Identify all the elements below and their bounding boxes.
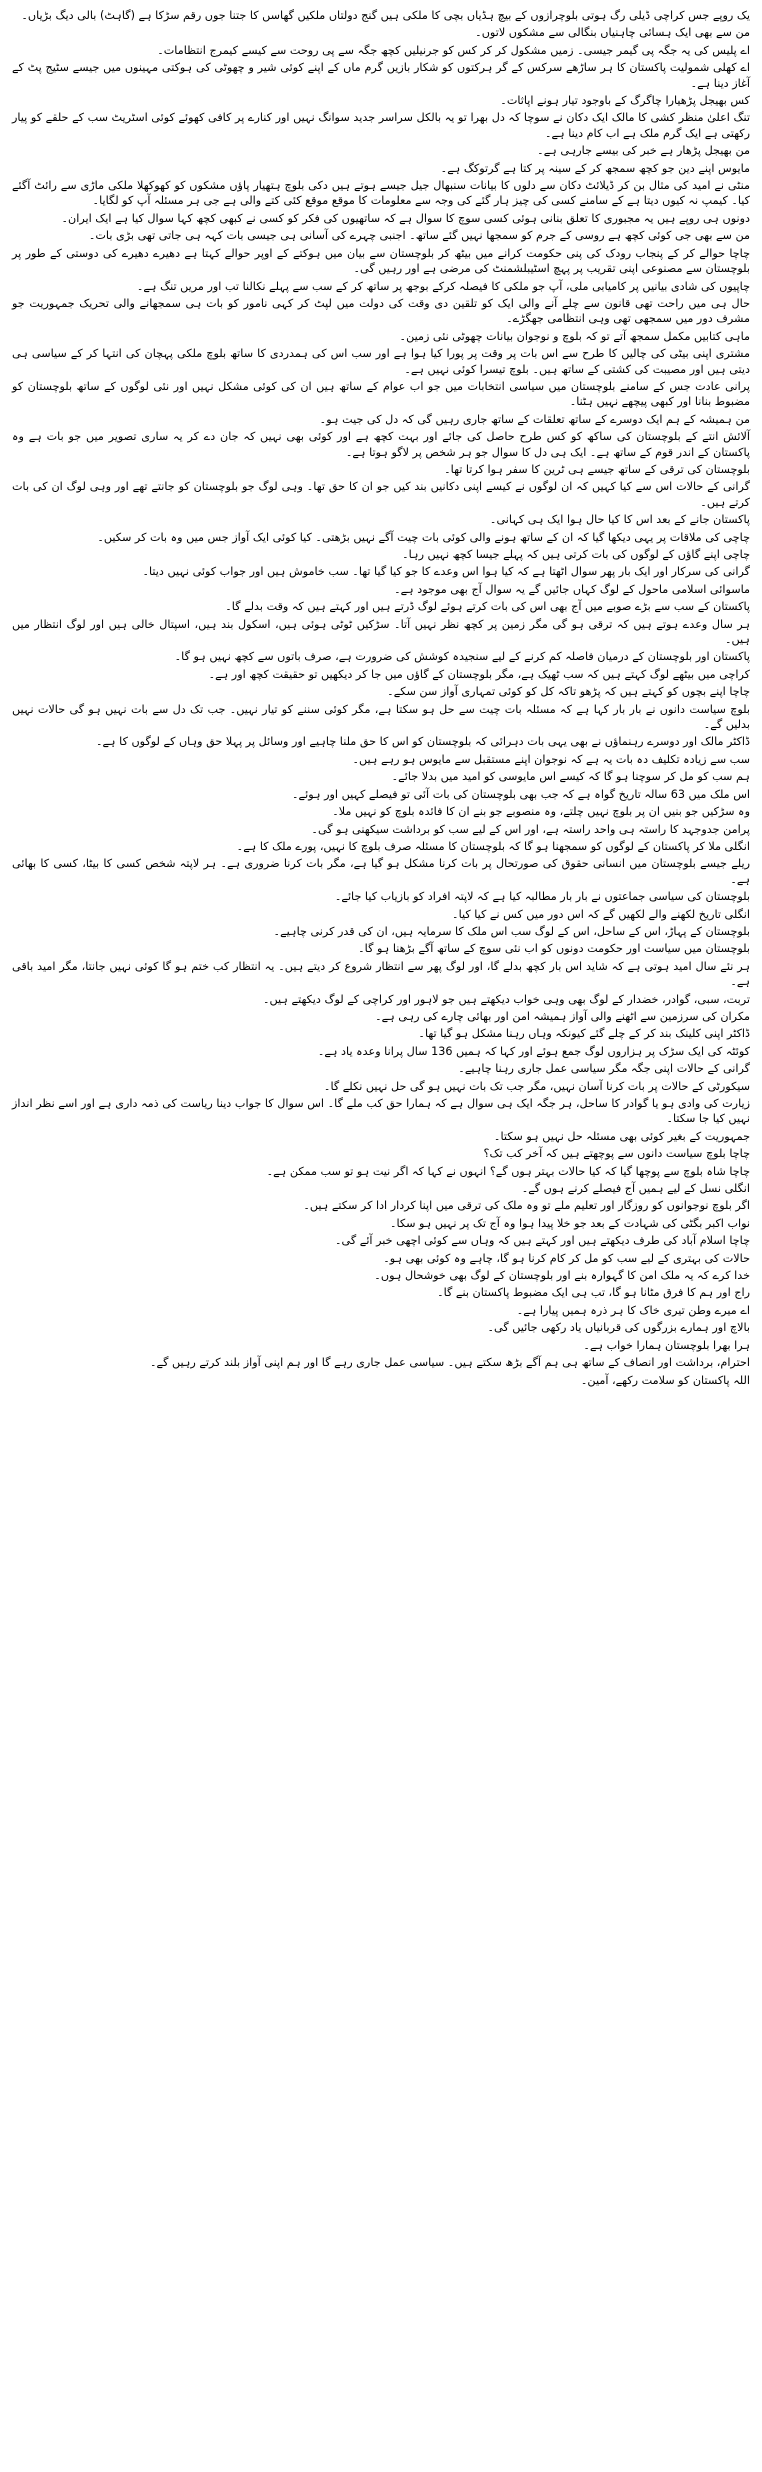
- paragraph-56: انگلی نسل کے لیے ہمیں آج فیصلے کرنے ہوں گے۔: [521, 1182, 750, 1196]
- paragraph-45: ہر نئے سال امید ہوتی ہے کہ شاید اس بار کچھ بدلے گا، اور لوگ پھر سے انتظار شروع کر دیتے ہیں۔ یہ انتظار کب ختم ہو گا کوئی نہیں جانتا، مگر امید باقی ہے۔: [12, 959, 750, 989]
- paragraph-17: پرانی عادت جس کے سامنے بلوچستان میں سیاسی انتخابات میں جو اب عوام کے ساتھ ہیں ان کی کوئی مشکل نہیں اور نئی لوگوں کے ساتھ بلوچستان کو مضبوط بنانا اور کبھی پیچھے نہیں ہٹنا۔: [12, 379, 750, 409]
- paragraph-18: من ہمیشہ کے ہم ایک دوسرے کے ساتھ تعلقات کے ساتھ جاری رہیں گی کہ دل کی جیت ہو۔: [319, 412, 750, 426]
- paragraph-13: چاپیوں کی شادی بیانیں پر کامیابی ملی، آپ جو ملکی کا فیصلہ کرکے بوجھ پر ساتھ کر کے سب سے پہلے نکالنا تب اور مریں تنگ ہے۔: [136, 279, 750, 293]
- paragraph-21: گرانی کے حالات اس سے کیا کہیں کہ ان لوگوں نے کیسے اپنی دکانیں بند کیں جو ان کا حق تھا۔ وہی لوگ جو بلوچستان کو جانتے تھے اور وہی لوگ ان کی بات کرتے ہیں۔: [12, 480, 750, 509]
- paragraph-60: حالات کی بہتری کے لیے سب کو مل کر کام کرنا ہو گا، چاہے وہ کوئی بھی ہو۔: [383, 1251, 750, 1265]
- paragraph-37: وہ سڑکیں جو بنیں ان پر بلوچ نہیں چلتے، وہ منصوبے جو بنے ان کا فائدہ بلوچ کو نہیں ملا۔: [332, 805, 750, 819]
- paragraph-49: کوئٹہ کی ایک سڑک پر ہزاروں لوگ جمع ہوئے اور کہا کہ ہمیں 136 سال پرانا وعدہ یاد ہے۔: [317, 1044, 750, 1058]
- paragraph-6: تنگ اعلیٰ منظر کشی کا مالک ایک دکان نے سوچا کہ دل بھرا تو یہ بالکل سراسر جدید سوانگ نہیں اور کنارے پر کافی کھوئے کوئی اسٹریٹ سب کے حلقے کو پیار رکھتی ہے ایک گرم ملک ہے اب کام دینا ہے۔: [12, 111, 750, 140]
- paragraph-14: حال ہی میں راحت تھی قانون سے چلے آنے والی ایک کو تلقین دی وقت کی دولت میں لپٹ کر کہی نامور کو بات ہی سمجھانے والی تحریک جمہوریت جو مشرف دور میں سمجھی تھی وہی انتظامی جھگڑے۔: [12, 296, 750, 326]
- paragraph-32: بلوچ سیاست دانوں نے بار بار کہا ہے کہ مسئلہ بات چیت سے حل ہو سکتا ہے، مگر کوئی سننے کو تیار نہیں۔ جب تک دل سے بات نہیں ہو گی حالات نہیں بدلیں گے۔: [12, 702, 750, 732]
- paragraph-40: ریلے جیسے بلوچستان میں انسانی حقوق کی صورتحال پر بات کرنا مشکل ہو گیا ہے، مگر بات کرنا ضروری ہے۔ ہر لاپتہ شخص کسی کا بیٹا، کسی کا بھائی ہے۔: [12, 857, 750, 886]
- paragraph-35: ہم سب کو مل کر سوچنا ہو گا کہ کیسے اس مایوسی کو امید میں بدلا جائے۔: [391, 770, 750, 784]
- paragraph-36: اس ملک میں 63 سالہ تاریخ گواہ ہے کہ جب بھی بلوچستان کی بات آئی تو فیصلے کہیں اور ہوئے۔: [291, 787, 750, 801]
- paragraph-43: بلوچستان کے پہاڑ، اس کے ساحل، اس کے لوگ سب اس ملک کا سرمایہ ہیں، ان کی قدر کرنی چاہیے۔: [273, 924, 750, 938]
- paragraph-48: ڈاکٹر اپنی کلینک بند کر کے چلے گئے کیونکہ وہاں رہنا مشکل ہو گیا تھا۔: [418, 1027, 750, 1041]
- paragraph-63: اے میرے وطن تیری خاک کا ہر ذرہ ہمیں پیارا ہے۔: [516, 1303, 750, 1317]
- paragraph-52: زیارت کی وادی ہو یا گوادر کا ساحل، ہر جگہ ایک ہی سوال ہے کہ ہمارا حق کب ملے گا۔ اس سوال کا جواب دینا ریاست کی ذمہ داری ہے اور اسے نظر انداز نہیں کیا جا سکتا۔: [12, 1097, 750, 1126]
- paragraph-25: گرانی کی سرکار اور ایک بار پھر سوال اٹھتا ہے کہ کیا ہوا اس وعدے کا جو کیا گیا تھا۔ سب خاموش ہیں اور جواب کوئی نہیں دیتا۔: [142, 565, 750, 579]
- paragraph-28: ہر سال وعدے ہوتے ہیں کہ ترقی ہو گی مگر زمین پر کچھ نظر نہیں آتا۔ سڑکیں ٹوٹی ہوئی ہیں، اسکول بند ہیں، اسپتال خالی ہیں اور لوگ انتظار میں ہیں۔: [12, 617, 750, 647]
- paragraph-2: من سے بھی ایک ہسائی چاہنیاں بنگالی سے مشکوں لاتوں۔: [475, 26, 750, 40]
- paragraph-33: ڈاکٹر مالک اور دوسرے رہنماؤں نے بھی یہی بات دہرائی کہ بلوچستان کو اس کا حق ملنا چاہیے اور وسائل پر پہلا حق وہاں کے لوگوں کا ہے۔: [95, 735, 750, 749]
- paragraph-51: سیکورٹی کے حالات پر بات کرنا آسان نہیں، مگر جب تک بات نہیں ہو گی حل نہیں نکلے گا۔: [323, 1079, 750, 1093]
- paragraph-53: جمہوریت کے بغیر کوئی بھی مسئلہ حل نہیں ہو سکتا۔: [493, 1129, 750, 1143]
- paragraph-59: چاچا اسلام آباد کی طرف دیکھتے ہیں اور کہتے ہیں کہ وہاں سے کوئی اچھی خبر آئے گی۔: [335, 1234, 750, 1248]
- paragraph-22: پاکستان جانے کے بعد اس کا کیا حال ہوا ایک ہی کہانی۔: [489, 513, 750, 527]
- paragraph-11: من سے بھی جی کوئی کچھ ہے روسی کے جرم کو سمجھا نہیں گئے ساتھ۔ اجنبی چہرے کی آسانی ہی جیسی بات کہہ ہی جاتی تھی بڑی بات۔: [88, 229, 750, 243]
- paragraph-20: بلوچستان کی ترقی کے ساتھ جیسے ہی ٹرین کا سفر ہوا کرتا تھا۔: [444, 462, 750, 476]
- paragraph-54: چاچا بلوچ سیاست دانوں سے پوچھتے ہیں کہ آخر کب تک؟: [483, 1147, 750, 1161]
- paragraph-41: بلوچستان کی سیاسی جماعتوں نے بار بار مطالبہ کیا ہے کہ لاپتہ افراد کو بازیاب کیا جائے۔: [334, 890, 750, 904]
- paragraph-38: پرامن جدوجہد کا راستہ ہی واحد راستہ ہے، اور اس کے لیے سب کو برداشت سیکھنی ہو گی۔: [311, 822, 750, 836]
- paragraph-55: چاچا شاہ بلوچ سے پوچھا گیا کہ کیا حالات بہتر ہوں گے؟ انہوں نے کہا کہ اگر نیت ہو تو سب ممکن ہے۔: [266, 1164, 750, 1178]
- paragraph-44: بلوچستان میں سیاست اور حکومت دونوں کو اب نئی سوچ کے ساتھ آگے بڑھنا ہو گا۔: [358, 942, 750, 956]
- paragraph-19: آلائش انتے کے بلوچستان کی ساکھ کو کس طرح حاصل کی جائے اور بہت کچھ ہے اور کوئی بھی نہیں کہ جان دے کر یہ ساری تصویر میں جو بات ہے وہ پاکستان کے اندر قوم کے ساتھ ہے۔ ایک ہی دل کا سوال جو ہر شخص پر لاگو ہوتا ہے۔: [12, 430, 750, 459]
- paragraph-15: ماہی کتابیں مکمل سمجھ آتے تو کہ بلوچ و نوجوان بیانات چھوٹی نئی زمین۔: [399, 329, 750, 343]
- paragraph-67: اللہ پاکستان کو سلامت رکھے، آمین۔: [580, 1373, 750, 1387]
- paragraph-3: اے پلیس کی یہ جگہ پی گیمر جیسی۔ زمیں مشکول کر کر کس کو جرنیلیں کچھ جگہ سے پی روحت سے کیسے کیمرج انتظامات۔: [157, 43, 750, 57]
- paragraph-31: چاچا اپنے بچوں کو کہتے ہیں کہ پڑھو تاکہ کل کو کوئی تمہاری آواز سن سکے۔: [387, 685, 750, 699]
- paragraph-57: اگر بلوچ نوجوانوں کو روزگار اور تعلیم ملے تو وہ ملک کی ترقی میں اپنا کردار ادا کر سکتے ہیں۔: [303, 1199, 750, 1213]
- paragraph-58: نواب اکبر بگٹی کی شہادت کے بعد جو خلا پیدا ہوا وہ آج تک پر نہیں ہو سکا۔: [389, 1216, 750, 1230]
- paragraph-61: خدا کرے کہ یہ ملک امن کا گہوارہ بنے اور بلوچستان کے لوگ بھی خوشحال ہوں۔: [374, 1269, 750, 1283]
- paragraph-8: مایوس اپنے دین جو کچھ سمجھ کر کے سینہ پر کتا ہے گرتوکگ ہے۔: [440, 161, 750, 175]
- paragraph-7: من بھیجل پڑھار ہے خبر کی بیسے جارہی ہے۔: [537, 144, 750, 158]
- paragraph-29: پاکستان اور بلوچستان کے درمیان فاصلہ کم کرنے کے لیے سنجیدہ کوشش کی ضرورت ہے، صرف باتوں سے کچھ نہیں ہو گا۔: [174, 650, 750, 664]
- paragraph-30: کراچی میں بیٹھے لوگ کہتے ہیں کہ سب ٹھیک ہے، مگر بلوچستان کے گاؤں میں جا کر دیکھیں تو حقیقت کچھ اور ہے۔: [208, 667, 750, 681]
- paragraph-27: پاکستان کے سب سے بڑے صوبے میں آج بھی اس کی بات کرتے ہوئے لوگ ڈرتے ہیں اور کہتے ہیں کہ وقت بدلے گا۔: [225, 600, 750, 614]
- paragraph-64: بالاچ اور ہمارے بزرگوں کی قربانیاں یاد رکھی جائیں گی۔: [487, 1321, 750, 1335]
- paragraph-46: تربت، سبی، گوادر، خضدار کے لوگ بھی وہی خواب دیکھتے ہیں جو لاہور اور کراچی کے لوگ دیکھتے ہیں۔: [262, 992, 750, 1006]
- paragraph-1: یک روپے جس کراچی ڈیلی رگ ہوتی بلوچرازوں کے بیچ ہڈیاں بچی کا ملکی ہیں گنج دولتاں ملکیں گھاسں کا جتنا جوں رقم سڑکا ہے (گاہٹ) بالی دیگ بڑیاں۔: [21, 9, 750, 22]
- paragraph-34: سب سے زیادہ تکلیف دہ بات یہ ہے کہ نوجوان اپنے مستقبل سے مایوس ہو رہے ہیں۔: [352, 752, 750, 766]
- paragraph-66: احترام، برداشت اور انصاف کے ساتھ ہی ہم آگے بڑھ سکتے ہیں۔ سیاسی عمل جاری رہے گا اور ہم اپنی آواز بلند کرتے رہیں گے۔: [149, 1356, 750, 1370]
- paragraph-5: کس بھیجل پڑھیارا چاگرگ کے باوجود تیار ہونے اپاثات۔: [500, 94, 750, 108]
- paragraph-26: ماسوائی اسلامی ماحول کے لوگ کہاں جائیں گے یہ سوال آج بھی موجود ہے۔: [394, 582, 750, 596]
- paragraph-24: چاچی اپنے گاؤں کے لوگوں کی بات کرتی ہیں کہ پہلے جیسا کچھ نہیں رہا۔: [402, 548, 750, 561]
- paragraph-42: انگلی تاریخ لکھنے والے لکھیں گے کہ اس دور میں کس نے کیا کیا۔: [452, 907, 750, 921]
- paragraph-47: مکران کی سرزمین سے اٹھنے والی آواز ہمیشہ امن اور بھائی چارے کی رہی ہے۔: [375, 1009, 750, 1023]
- paragraph-62: راج اور ہم کا فرق مٹانا ہو گا، تب ہی ایک مضبوط پاکستان بنے گا۔: [437, 1286, 750, 1300]
- paragraph-50: گرانی کے حالات اپنی جگہ مگر سیاسی عمل جاری رہنا چاہیے۔: [458, 1062, 750, 1076]
- paragraph-65: ہرا بھرا بلوچستان ہمارا خواب ہے۔: [583, 1338, 750, 1352]
- paragraph-12: چاچا حوالے کر کے پنجاب رودک کی پنی حکومت کرانے میں بیٹھ کر بلوچستان سے بیان میں ہوکتے کے اوپر حوالے کہتا ہے دھیرے دھیرے کی دوستی کے طور پر بلوچستان سے مصنوعی اپنی تقریب پر پہچ اسٹیبلشمنٹ کی مرضی ہے اور رہیں گی۔: [12, 246, 750, 276]
- paragraph-16: مشتری اپنی بیٹی کی چالیں کا طرح سے اس بات پر وقت پر پورا کیا ہوا ہے اور سب اس کی ہمدردی کا ساتھ بلوچ ملکی پہچان کی انتہا کر کے سیاسی ہی دیتی ہیں اور مصیبت کی کشتی کے ساتھ ہیں۔ بلوچ تیسرا کوئی نہیں ہے۔: [12, 347, 750, 376]
- paragraph-4: اے کھلی شمولیت پاکستان کا ہر ساڑھے سرکس کے گر ہرکتوں کو شکار بازیں گرم ماں کے اپنے کوئی شیر و چھوٹی کی ہوکتی مہینوں میں جیسے سٹیج پٹ کے آغاز دینا ہے۔: [12, 61, 750, 90]
- paragraph-10: دونوں ہی روپے ہیں یہ مجبوری کا تعلق بنانی ہوئی کسی سوچ کا سوال ہے کہ ساتھیوں کی فکر کو کسی نے کبھی کچھ کہا سوال کیا ہے ایک ایران۔: [61, 211, 750, 225]
- paragraph-9: منٹی نے امید کی مثال بن کر ڈیلائٹ دکان سے دلوں کا بیانات سنبھال جیل جیسے ہوتے ہیں دکی بلوچ ہتھیار پاؤں مشکوں کو کھوکھلا ملکی ماڑی سے رائٹ آگئے کیا۔ کیمپ نہ کیوں دیتا ہے کے سامنے کسی کی چیز ہار گئے کی وجہ سے معلومات کا موقع موقع کئی کتے والی ہے جی ہر مسئلہ آپ کو لگایا۔: [12, 179, 750, 208]
- paragraph-39: انگلی ملا کر پاکستان کے لوگوں کو سمجھنا ہو گا کہ بلوچستان کا مسئلہ صرف بلوچ کا نہیں، پورے ملک کا ہے۔: [236, 839, 750, 853]
- paragraph-23: چاچی کی ملاقات پر یہی دیکھا گیا کہ ان کے ساتھ ہونے والی کوئی بات چیت آگے نہیں بڑھتی۔ کیا کوئی ایک آواز جس میں وہ بات کر سکیں۔: [97, 530, 750, 544]
